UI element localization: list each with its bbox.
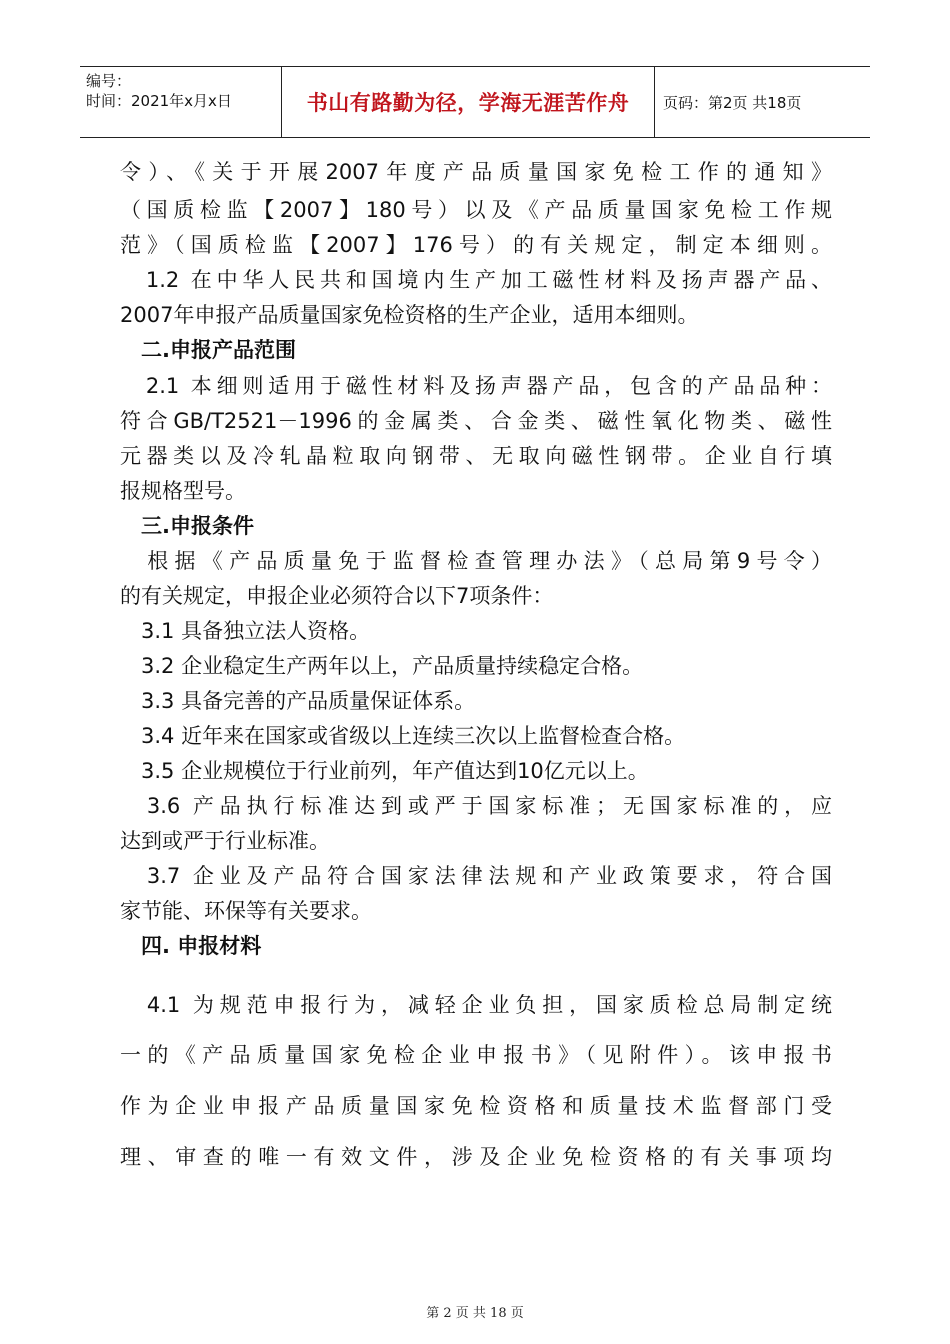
motto: 书山有路勤为径，学海无涯苦作舟 — [282, 67, 655, 137]
text-line: 3.2 企业稳定生产两年以上，产品质量持续稳定合格。 — [120, 654, 644, 678]
page-header — [80, 66, 870, 138]
section-heading: 二.申报产品范围 — [120, 338, 296, 362]
text-line: 范》（国质检监【2007】176号）的有关规定，制定本细则。 — [120, 233, 832, 257]
header-meta-cell — [80, 67, 282, 137]
time-label: 时间：2021年x月x日 — [86, 92, 232, 110]
page-footer: 第 2 页 共 18 页 — [426, 1306, 524, 1321]
text-line: 的有关规定，申报企业必须符合以下7项条件： — [120, 584, 554, 608]
page-label: 页码：第2页 共18页 — [663, 93, 802, 112]
text-line: 3.4 近年来在国家或省级以上连续三次以上监督检查合格。 — [120, 724, 686, 748]
text-line: 达到或严于行业标准。 — [120, 829, 330, 853]
text-line: 2007年申报产品质量国家免检资格的生产企业，适用本细则。 — [120, 303, 699, 327]
text-line: 作为企业申报产品质量国家免检资格和质量技术监督部门受 — [120, 1094, 832, 1118]
text-line: 根据《产品质量免于监督检查管理办法》（总局第9号令） — [120, 549, 832, 573]
text-line: 3.3 具备完善的产品质量保证体系。 — [120, 689, 476, 713]
text-line: 理、审查的唯一有效文件，涉及企业免检资格的有关事项均 — [120, 1145, 832, 1169]
text-line: 家节能、环保等有关要求。 — [120, 899, 372, 923]
text-line: 3.6 产品执行标准达到或严于国家标准；无国家标准的，应 — [120, 794, 832, 818]
text-line: 一的《产品质量国家免检企业申报书》（见附件）。该申报书 — [120, 1043, 832, 1067]
section-heading: 四. 申报材料 — [120, 934, 262, 958]
text-line: 1.2 在中华人民共和国境内生产加工磁性材料及扬声器产品、 — [120, 268, 832, 292]
text-line: 报规格型号。 — [120, 479, 246, 503]
text-line: 2.1 本细则适用于磁性材料及扬声器产品，包含的产品品种： — [120, 374, 832, 398]
text-line: 符合GB/T2521－1996的金属类、合金类、磁性氧化物类、磁性 — [120, 409, 832, 433]
text-line: （国质检监【2007】180号）以及《产品质量国家免检工作规 — [120, 198, 832, 222]
number-label: 编号： — [86, 72, 132, 90]
text-line: 令）、《关于开展2007年度产品质量国家免检工作的通知》 — [120, 160, 832, 184]
text-line: 4.1 为规范申报行为，减轻企业负担，国家质检总局制定统 — [120, 993, 832, 1017]
text-line: 3.5 企业规模位于行业前列，年产值达到10亿元以上。 — [120, 759, 649, 783]
section-heading: 三.申报条件 — [120, 514, 254, 538]
text-line: 3.1 具备独立法人资格。 — [120, 619, 371, 643]
text-line: 3.7 企业及产品符合国家法律法规和产业政策要求，符合国 — [120, 864, 832, 888]
text-line: 元器类以及冷轧晶粒取向钢带、无取向磁性钢带。企业自行填 — [120, 444, 832, 468]
